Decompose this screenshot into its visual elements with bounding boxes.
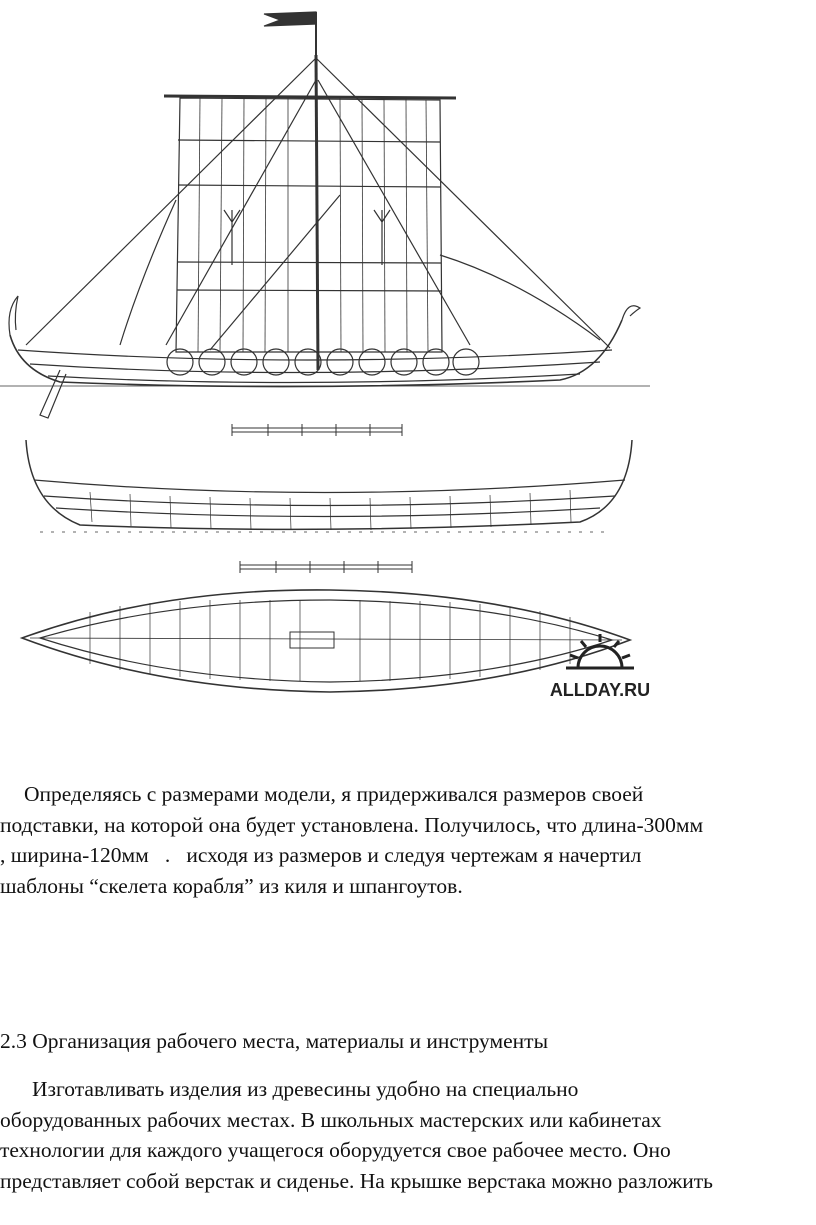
ship-blueprint-svg bbox=[0, 0, 660, 715]
section-heading: 2.3 Организация рабочего места, материалы и инструменты bbox=[0, 1029, 549, 1053]
ship-section-view bbox=[26, 440, 632, 532]
paragraph-model-dimensions bbox=[0, 779, 812, 901]
paragraph-line: Определяясь с размерами модели, я придерживался размеров своей bbox=[24, 782, 644, 806]
paragraph-line: подставки, на которой она будет установлена. Получилось, что длина-300мм bbox=[0, 812, 704, 837]
ship-top-view bbox=[22, 590, 630, 692]
paragraph-line: шаблоны “скелета корабля” из киля и шпангоутов. bbox=[0, 873, 463, 898]
paragraph-line: представляет собой верстак и сиденье. На крышке верстака можно разложить bbox=[0, 1168, 713, 1193]
shield-row bbox=[167, 349, 479, 375]
paragraph-line: технологии для каждого учащегося оборудуется свое рабочее место. Оно bbox=[0, 1138, 671, 1162]
scale-bar-2 bbox=[240, 561, 412, 573]
paragraph-line: , ширина-120мм . исходя из размеров и следуя чертежам я начертил bbox=[0, 843, 642, 867]
ship-side-view bbox=[0, 12, 650, 418]
pennant-flag bbox=[264, 12, 316, 26]
scale-bar-1 bbox=[232, 424, 402, 436]
paragraph-line: Изготавливать изделия из древесины удобно на специально bbox=[32, 1077, 579, 1101]
viking-ship-drawing bbox=[0, 0, 660, 715]
paragraph-workplace bbox=[0, 1074, 812, 1196]
paragraph-line: оборудованных рабочих местах. В школьных мастерских или кабинетах bbox=[0, 1107, 662, 1132]
watermark-text: ALLDAY.RU bbox=[549, 680, 651, 700]
